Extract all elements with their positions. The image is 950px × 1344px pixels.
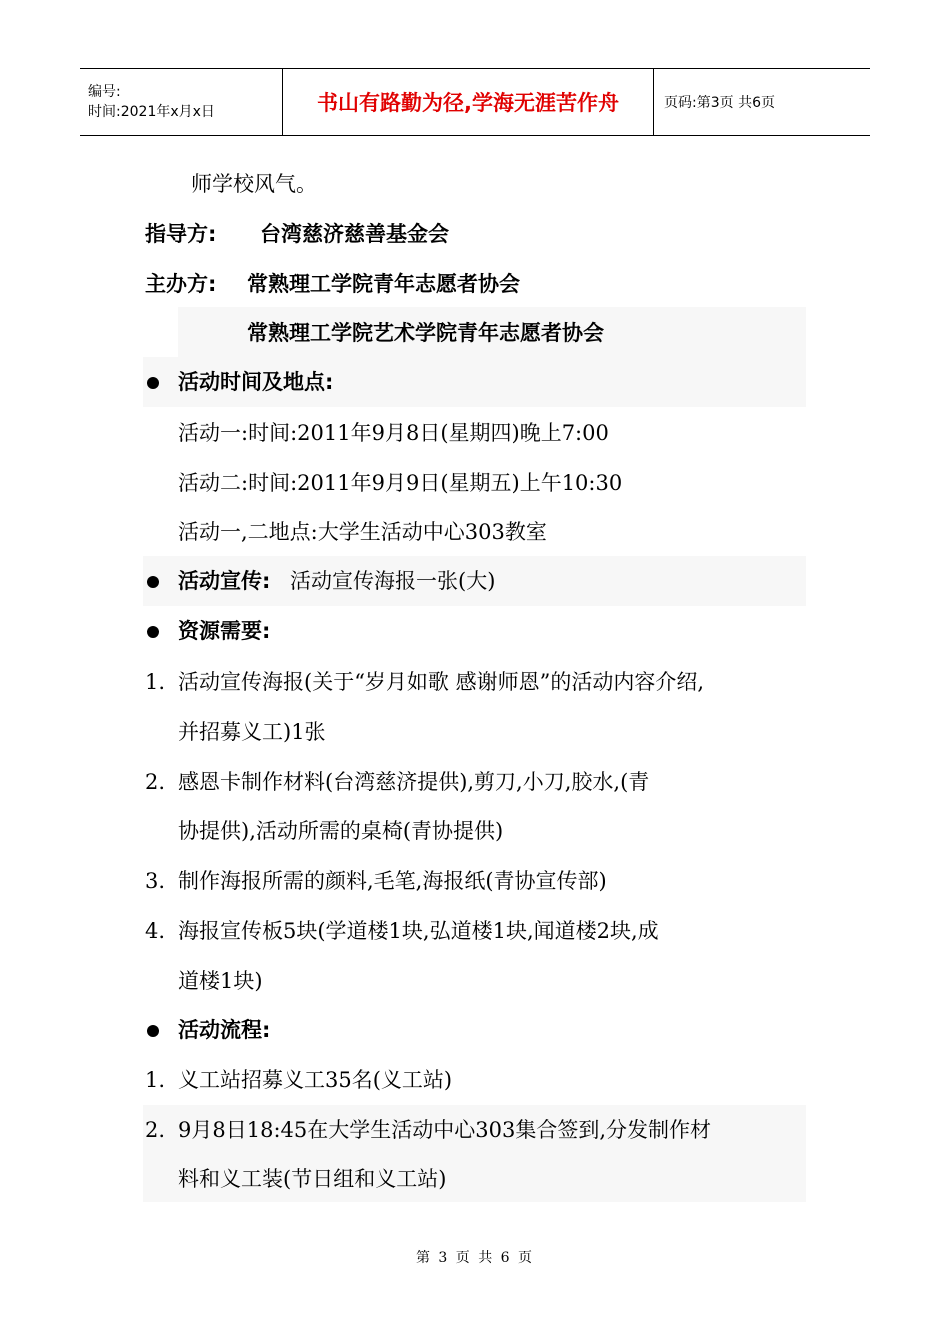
bullet-icon [147, 377, 159, 389]
bullet-icon [147, 1025, 159, 1037]
promo-value: 活动宣传海报一张(大) [290, 569, 496, 593]
guide-value: 台湾慈济慈善基金会 [260, 222, 449, 246]
host-value-1: 常熟理工学院青年志愿者协会 [247, 272, 520, 296]
time-place-heading: 活动时间及地点: [178, 370, 334, 394]
list-item: 料和义工装(节日组和义工站) [178, 1167, 447, 1191]
document-time-label: 时间:2021年x月x日 [88, 104, 215, 120]
list-item: 感恩卡制作材料(台湾慈济提供),剪刀,小刀,胶水,(青 [178, 770, 650, 794]
list-item-number: 2. [145, 770, 166, 794]
list-item: 协提供),活动所需的桌椅(青协提供) [178, 819, 504, 843]
list-item: 道楼1块) [178, 969, 263, 993]
document-number-label: 编号: [88, 84, 121, 100]
page-footer: 第 3 页 共 6 页 [415, 1250, 535, 1266]
header-motto: 书山有路勤为径,学海无涯苦作舟 [282, 69, 654, 135]
list-item-number: 1. [145, 670, 166, 694]
list-item: 义工站招募义工35名(义工站) [178, 1068, 453, 1092]
process-heading: 活动流程: [178, 1018, 271, 1042]
activity-one-time: 活动一:时间:2011年9月8日(星期四)晚上7:00 [178, 421, 609, 445]
host-label: 主办方: [145, 272, 217, 296]
page-header [80, 68, 870, 136]
header-meta-cell [80, 69, 282, 135]
promo-label: 活动宣传: [178, 569, 271, 593]
continuation-text: 师学校风气。 [191, 172, 317, 196]
list-item: 制作海报所需的颜料,毛笔,海报纸(青协宣传部) [178, 869, 607, 893]
list-item-number: 4. [145, 919, 166, 943]
list-item: 9月8日18:45在大学生活动中心303集合签到,分发制作材 [178, 1118, 711, 1142]
resources-heading: 资源需要: [178, 619, 271, 643]
list-item-number: 2. [145, 1118, 166, 1142]
guide-label: 指导方: [145, 222, 217, 246]
list-item-number: 3. [145, 869, 166, 893]
host-value-2: 常熟理工学院艺术学院青年志愿者协会 [247, 321, 604, 345]
activity-location: 活动一,二地点:大学生活动中心303教室 [178, 520, 547, 544]
bullet-icon [147, 576, 159, 588]
header-page-number: 页码:第3页 共6页 [664, 95, 775, 111]
list-item: 并招募义工)1张 [178, 720, 326, 744]
list-item: 活动宣传海报(关于“岁月如歌 感谢师恩”的活动内容介绍, [178, 670, 705, 694]
list-item-number: 1. [145, 1068, 166, 1092]
list-item: 海报宣传板5块(学道楼1块,弘道楼1块,闻道楼2块,成 [178, 919, 659, 943]
activity-two-time: 活动二:时间:2011年9月9日(星期五)上午10:30 [178, 471, 623, 495]
bullet-icon [147, 626, 159, 638]
